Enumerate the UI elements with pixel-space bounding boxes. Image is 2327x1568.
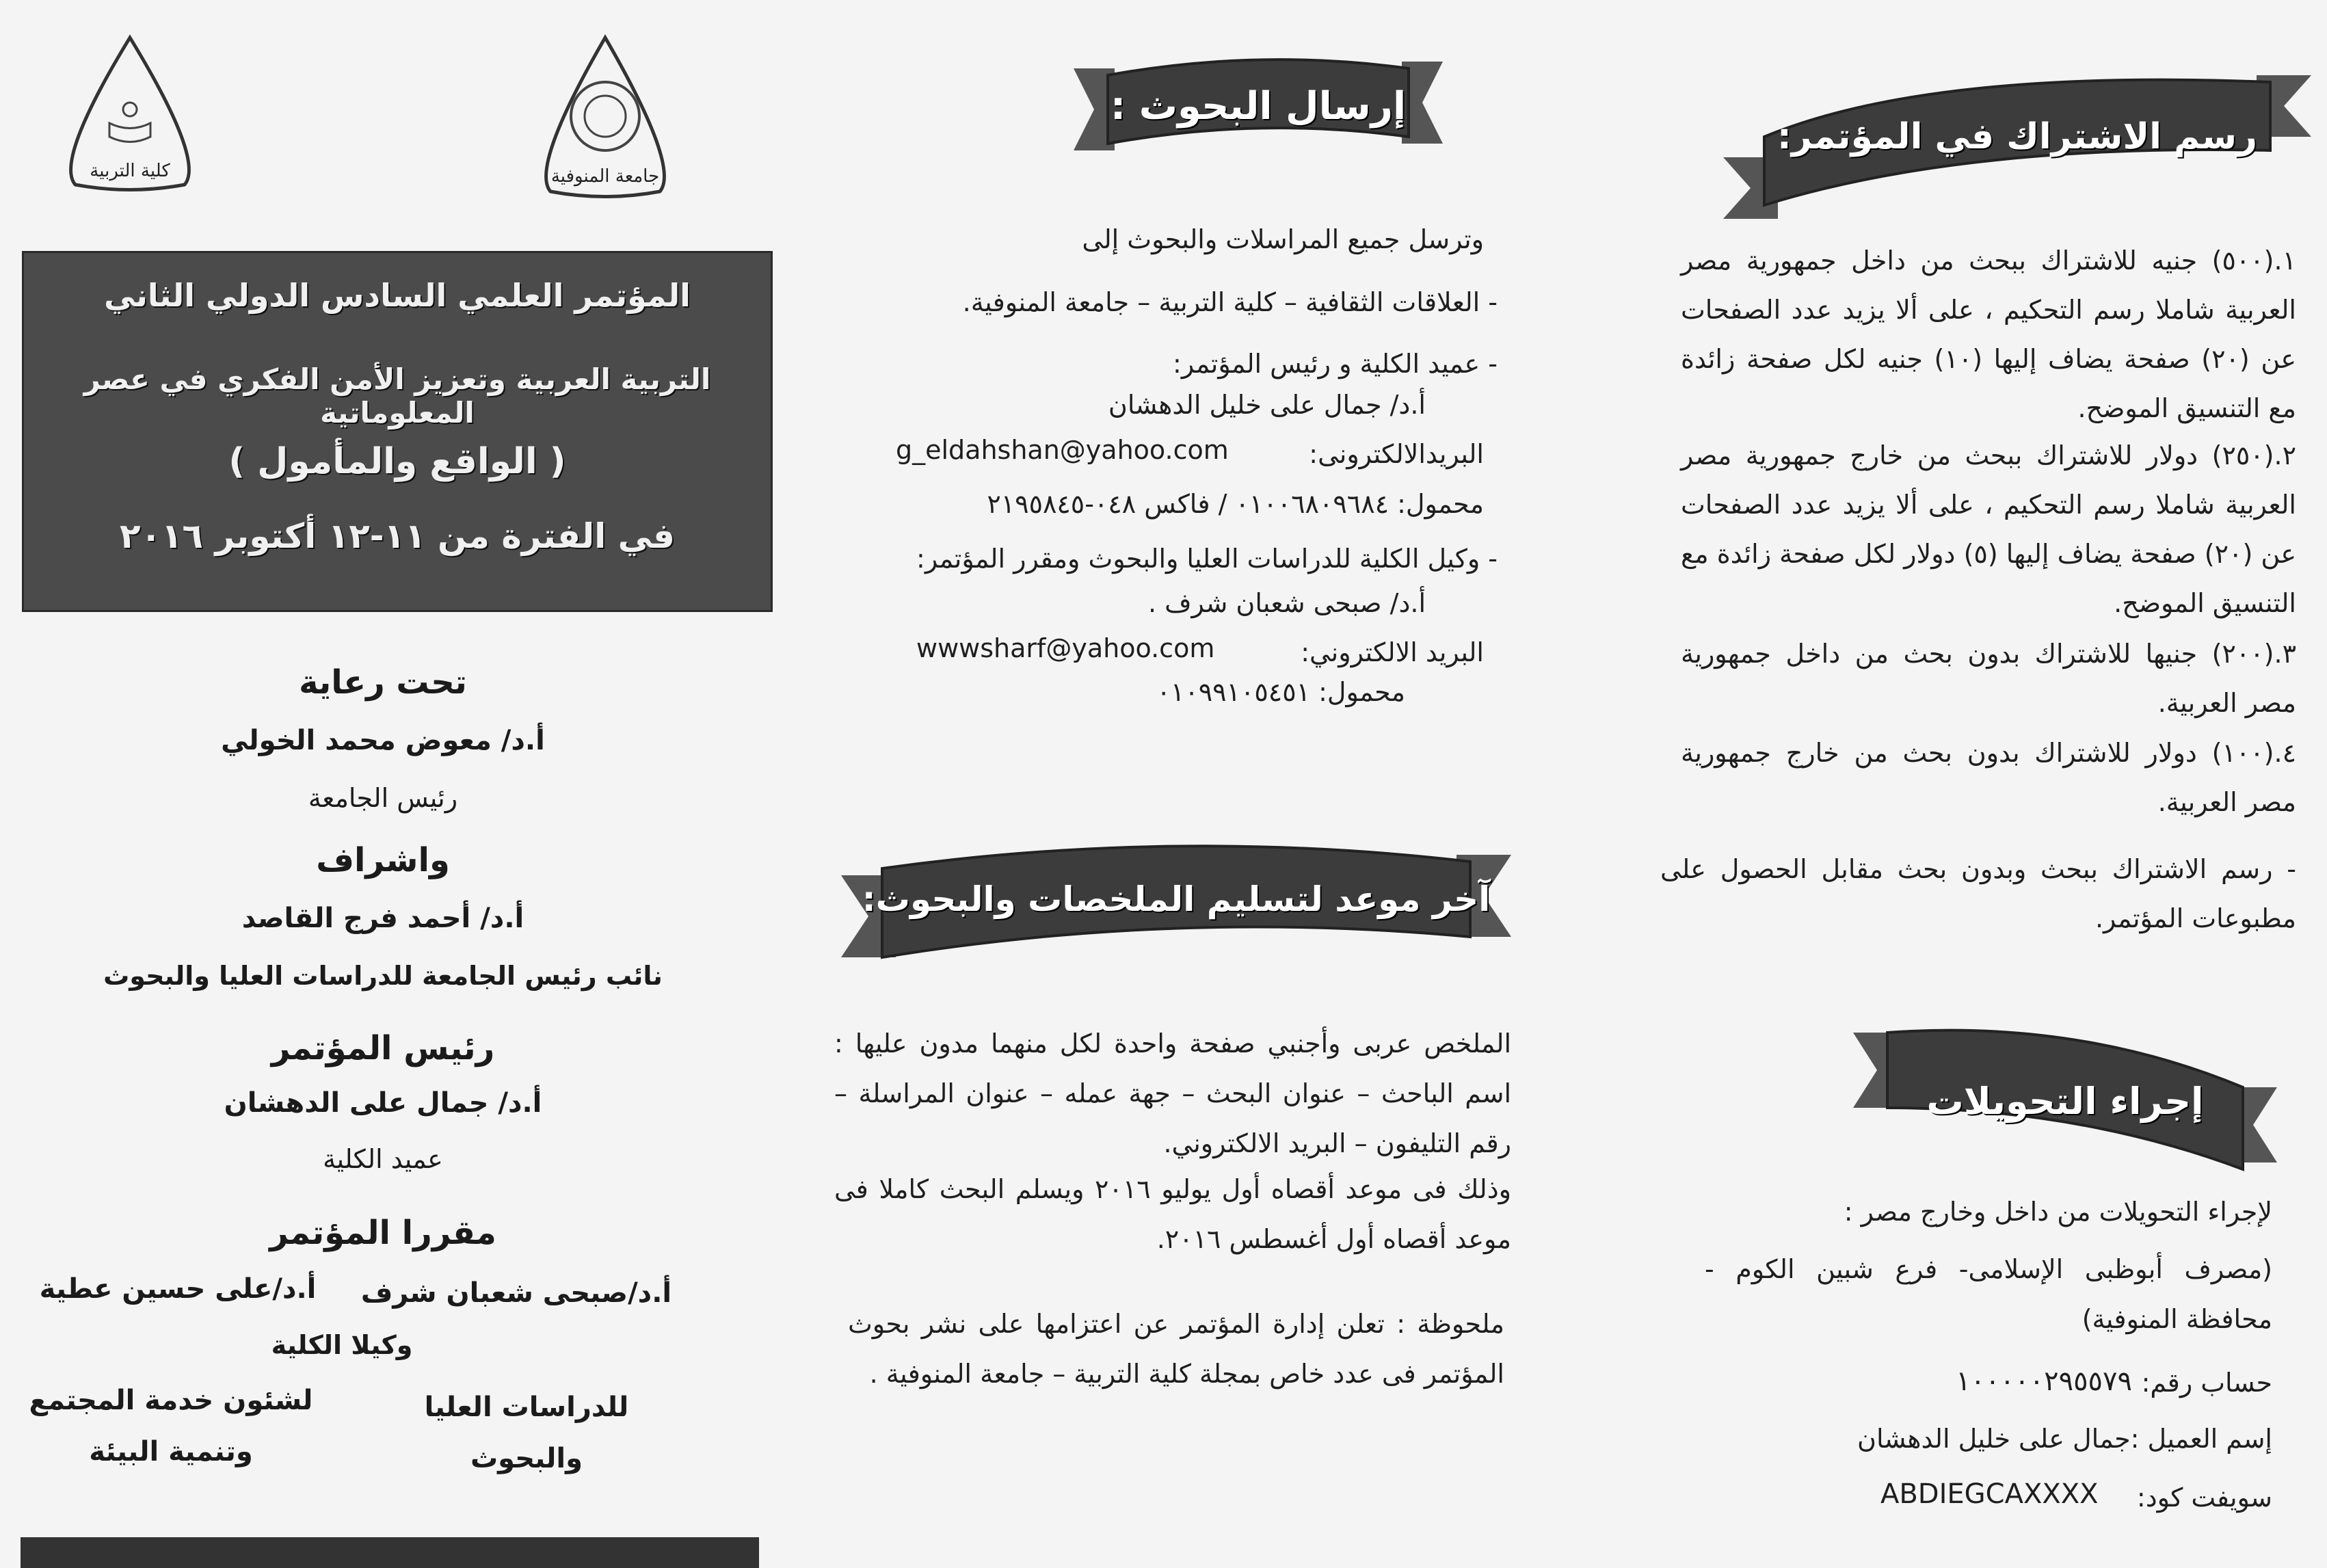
chair-heading: رئيس المؤتمر [271, 1029, 495, 1067]
university-logo [523, 31, 687, 202]
book-icon [109, 123, 150, 142]
bottom-bar [21, 1537, 759, 1568]
supervisor-name: أ.د/ أحمد فرج القاصد [241, 903, 524, 934]
send-item-vice: - وكيل الكلية للدراسات العليا والبحوث ومقرر المؤتمر: [916, 544, 1498, 574]
conference-name: المؤتمر العلمي السادس الدولي الثاني [104, 277, 691, 314]
deputies-label: وكيلا الكلية [271, 1330, 413, 1360]
dean-email: g_eldahshan@yahoo.com [896, 435, 1229, 465]
fee-banner [1723, 48, 2311, 226]
transfer-intro: لإجراء التحويلات من داخل وخارج مصر : [1844, 1197, 2272, 1227]
university-logo-text: جامعة المنوفية [550, 166, 660, 187]
patron-name: أ.د/ معوض محمد الخولي [221, 725, 545, 756]
fee-item-1: ١.(٥٠٠) جنيه للاشتراك ببحث من داخل جمهورية مصر العربية شاملا رسم التحكيم ، على ألا يزيد عدد الصفحات عن (٢٠) صفحة يضاف إليها (١٠) جنيه لكل صفحة زائدة مع التنسيق الموضح. [1681, 245, 2296, 423]
client-text: إسم العميل :جمال على خليل الدهشان [1857, 1424, 2272, 1454]
supervisor-title: نائب رئيس الجامعة للدراسات العليا والبحوث [103, 961, 663, 991]
patronage-heading: تحت رعاية [299, 663, 467, 702]
abstract-text: الملخص عربى وأجنبي صفحة واحدة لكل منهما مدون عليها : اسم الباحث – عنوان البحث – جهة عمله – عنوان المراسلة – رقم التليفون – البريد الالكتروني. [834, 1028, 1511, 1158]
bank-text: (مصرف أبوظبى الإسلامى- فرع شبين الكوم - محافظة المنوفية) [1705, 1254, 2272, 1334]
faculty-logo-text: كلية التربية [90, 161, 170, 181]
dean-name: أ.د/ جمال على خليل الدهشان [1108, 390, 1426, 420]
send-item-dean: - عميد الكلية و رئيس المؤتمر: [1173, 349, 1498, 379]
rapporteur2-role-a: لشئون خدمة المجتمع [29, 1385, 313, 1416]
conference-subtitle: ( الواقع والمأمول ) [228, 441, 566, 482]
dean-email-label: البريدالالكترونى: [1309, 439, 1484, 469]
rapporteur1-role-a: للدراسات العليا [424, 1392, 629, 1423]
conference-dates: في الفترة من ١١-١٢ أكتوبر ٢٠١٦ [119, 516, 676, 556]
rapporteur2-role-b: وتنمية البيئة [89, 1436, 253, 1467]
middle-column [821, 0, 1518, 1568]
rapporteur1-name: أ.د/صبحى شعبان شرف [360, 1277, 672, 1309]
rapporteurs-heading: مقررا المؤتمر [269, 1214, 496, 1252]
transfer-banner [1853, 1012, 2277, 1190]
conference-theme: التربية العربية وتعزيز الأمن الفكري في عصر المعلوماتية [83, 362, 711, 429]
rapporteur2-name: أ.د/على حسين عطية [39, 1273, 317, 1305]
deadline-text: وذلك فى موعد أقصاه أول يوليو ٢٠١٦ ويسلم البحث كاملا فى موعد أقصاه أول أغسطس ٢٠١٦. [834, 1174, 1511, 1254]
rapporteur1-role-b: والبحوث [470, 1443, 583, 1474]
patron-title: رئيس الجامعة [308, 783, 458, 813]
account-number: ١٠٠٠٠٠٢٩٥٥٧٩ [1956, 1366, 2132, 1397]
right-column [1614, 0, 2327, 1568]
swift-label: سويفت كود: [2136, 1483, 2272, 1513]
vice-email-label: البريد الالكتروني: [1301, 637, 1484, 667]
fee-banner-text: رسم الاشتراك في المؤتمر: [1777, 116, 2257, 157]
fee-item-3: ٣.(٢٠٠) جنيها للاشتراك بدون بحث من داخل جمهورية مصر العربية. [1681, 639, 2296, 718]
emblem-icon [571, 82, 639, 150]
vice-phone: محمول: ٠١٠٩٩١٠٥٤٥١ [1156, 677, 1405, 707]
fee-item-4: ٤.(١٠٠) دولار للاشتراك بدون بحث من خارج جمهورية مصر العربية. [1681, 738, 2296, 817]
transfer-banner-text: إجراء التحويلات [1926, 1079, 2204, 1123]
account-label: حساب رقم: [2141, 1368, 2272, 1398]
vice-email: wwwsharf@yahoo.com [916, 633, 1215, 663]
vice-name: أ.د/ صبحى شعبان شرف . [1147, 588, 1426, 618]
send-item-cultural: - العلاقات الثقافية – كلية التربية – جامعة المنوفية. [962, 287, 1498, 317]
fee-item-2: ٢.(٢٥٠) دولار للاشتراك ببحث من خارج جمهورية مصر العربية شاملا رسم التحكيم ، على ألا يزيد عدد الصفحات عن (٢٠) صفحة يضاف إليها (٥) دولار لكل صفحة زائدة مع التنسيق الموضح. [1681, 440, 2296, 618]
conference-title-box [22, 251, 773, 612]
swift-code: ABDIEGCAXXXX [1880, 1478, 2099, 1510]
left-column [0, 0, 766, 1568]
faculty-logo [48, 31, 212, 195]
supervision-heading: واشراف [316, 841, 450, 879]
deadline-banner-text: آخر موعد لتسليم الملخصات والبحوث: [862, 879, 1491, 919]
dean-phone: محمول: ٠١٠٠٦٨٠٩٦٨٤ / فاكس ٠٤٨-٢١٩٥٨٤٥ [987, 489, 1484, 519]
send-research-banner [1074, 48, 1443, 164]
note-text: ملحوظة : تعلن إدارة المؤتمر عن اعتزامها على نشر بحوث المؤتمر فى عدد خاص بمجلة كلية التربية – جامعة المنوفية . [848, 1309, 1504, 1389]
fee-item-5: - رسم الاشتراك ببحث وبدون بحث مقابل الحصول على مطبوعات المؤتمر. [1660, 854, 2296, 933]
chair-title: عميد الكلية [323, 1144, 443, 1174]
deadline-banner [841, 827, 1511, 971]
send-research-banner-text: إرسال البحوث : [1110, 83, 1407, 129]
send-intro: وترسل جميع المراسلات والبحوث إلى [1082, 224, 1484, 254]
chair-name: أ.د/ جمال على الدهشان [224, 1087, 542, 1119]
